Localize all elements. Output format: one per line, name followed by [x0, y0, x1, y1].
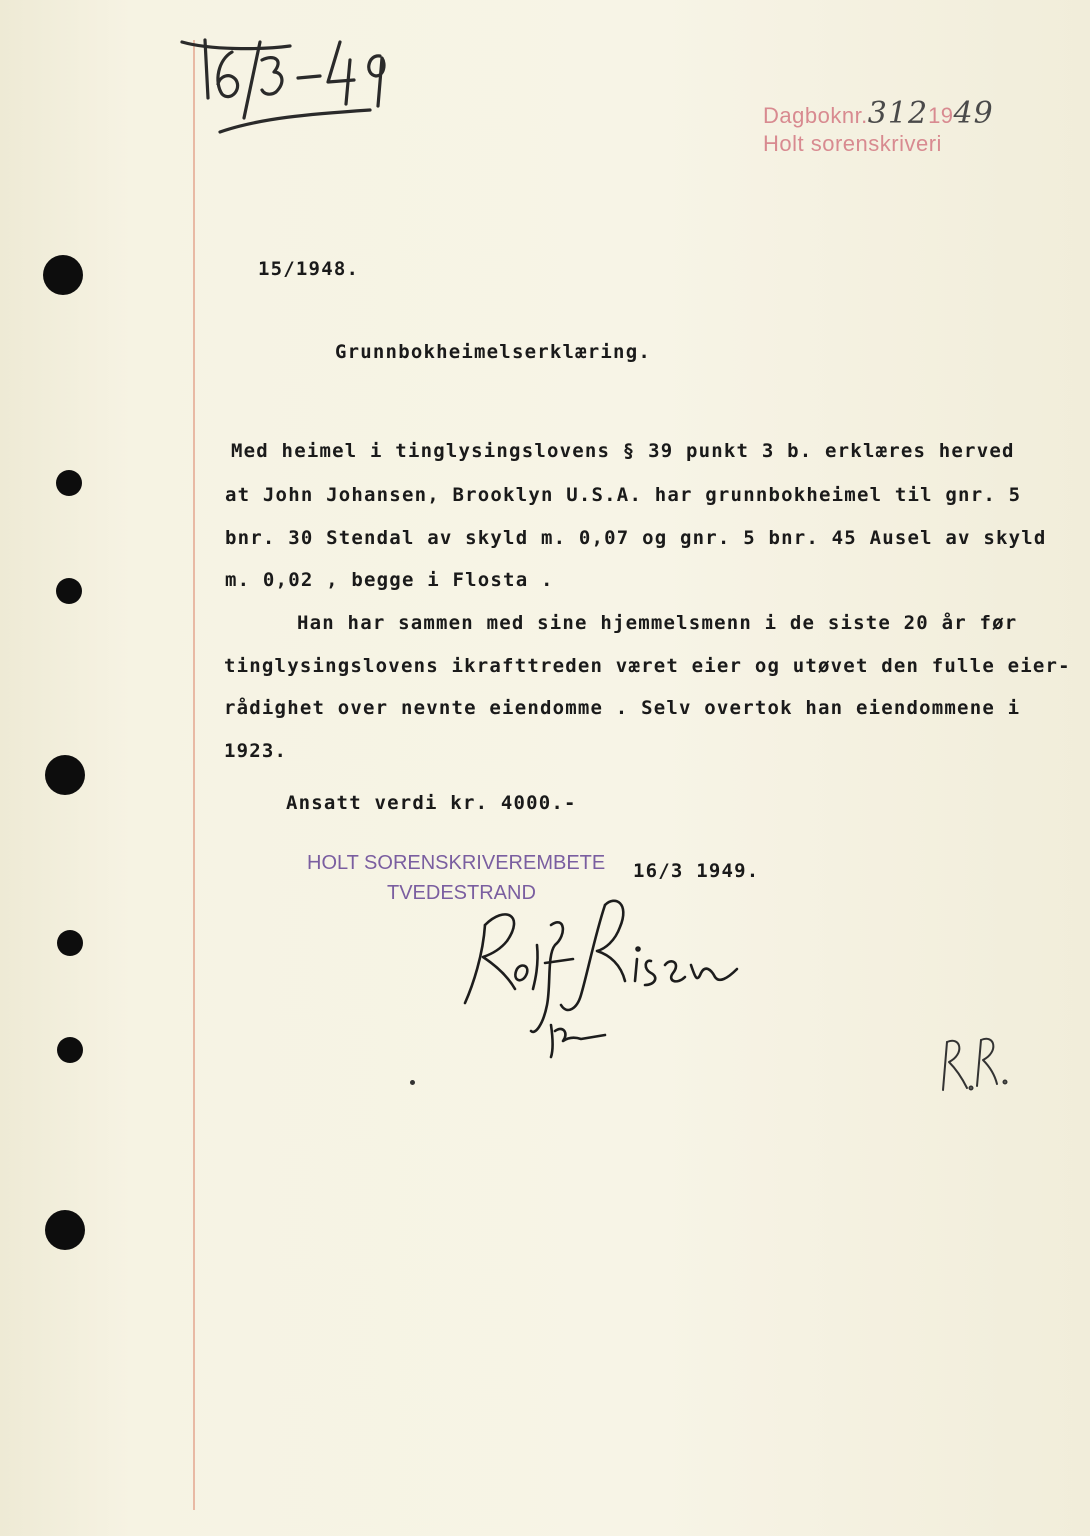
diary-year-printed: 19 — [928, 103, 954, 128]
case-number: 15/1948. — [258, 258, 360, 280]
office-stamp-name: HOLT SORENSKRIVEREMBETE — [307, 852, 606, 874]
initials — [935, 1030, 1025, 1100]
diary-number-stamp — [763, 96, 1033, 158]
body-line: tinglysingslovens ikrafttreden været eier og utøvet den fulle eier- — [224, 655, 1071, 677]
body-line: rådighet over nevnte eiendomme . Selv overtok han eiendommene i — [224, 697, 1021, 719]
diary-year-written: 49 — [953, 96, 994, 131]
document-title: Grunnbokheimelserklæring. — [335, 341, 651, 363]
document-date: 16/3 1949. — [633, 860, 760, 882]
ink-speck — [410, 1080, 415, 1085]
punch-hole — [56, 470, 82, 496]
diary-stamp-office: Holt sorenskriveri — [763, 131, 942, 156]
body-line: Han har sammen med sine hjemmelsmenn i de siste 20 år før — [297, 612, 1018, 634]
body-line: 1923. — [224, 740, 288, 762]
diary-stamp-label: Dagboknr. — [763, 103, 868, 128]
handwritten-date — [170, 20, 410, 150]
diary-number: 312 — [867, 96, 929, 131]
punch-hole — [43, 255, 83, 295]
punch-hole — [57, 930, 83, 956]
margin-rule — [193, 40, 195, 1510]
punch-hole — [57, 1037, 83, 1063]
office-stamp-location: TVEDESTRAND — [387, 882, 536, 904]
body-line: Med heimel i tinglysingslovens § 39 punkt 3 b. erklæres herved — [231, 440, 1015, 462]
valuation-line: Ansatt verdi kr. 4000.- — [286, 792, 577, 814]
punch-hole — [56, 578, 82, 604]
punch-hole — [45, 1210, 85, 1250]
body-line: at John Johansen, Brooklyn U.S.A. har grunnbokheimel til gnr. 5 — [225, 484, 1022, 506]
body-line: m. 0,02 , begge i Flosta . — [225, 569, 554, 591]
punch-hole — [45, 755, 85, 795]
signature — [455, 885, 765, 1065]
body-line: bnr. 30 Stendal av skyld m. 0,07 og gnr. 5 bnr. 45 Ausel av skyld — [225, 527, 1047, 549]
